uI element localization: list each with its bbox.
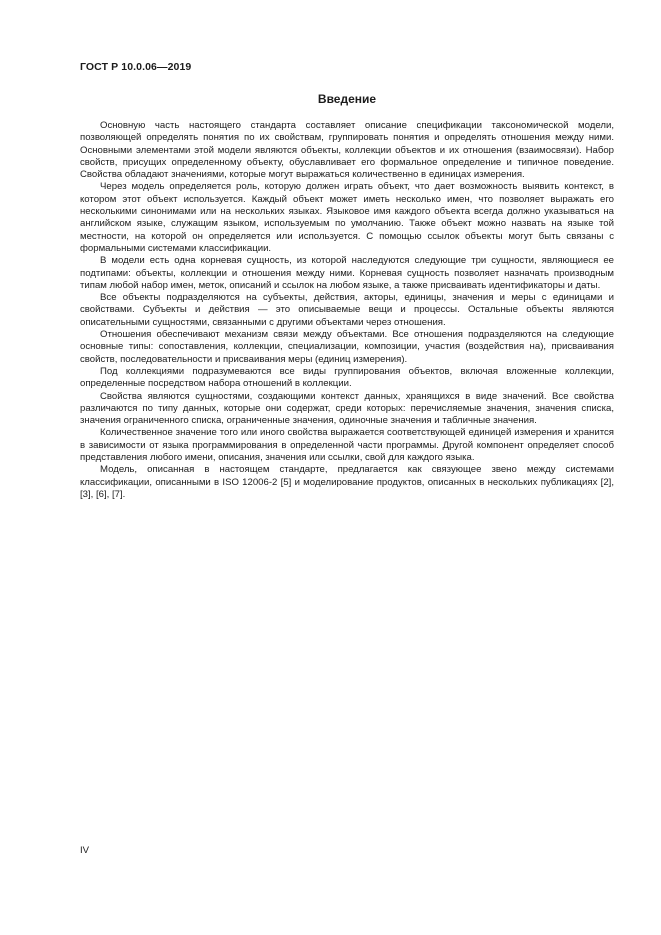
body-text: [80, 120, 614, 501]
paragraph-8: Количественное значение того или иного свойства выражается соответствующей единицей измерения и хранится в зависимости от языка программирования в определенной части программы. Другой компонент определяет способ представления любого имени, описания, значения или ссылки, свой для каждого языка.: [80, 427, 614, 464]
paragraph-2: Через модель определяется роль, которую должен играть объект, что дает возможность выявить контекст, в котором этот объект используется. Каждый объект может иметь несколько имен, что позволяет выражать его несколькими синонимами или на нескольких языках. Языковое имя каждого объекта всегда должно указываться на английском языке, служащим языком, используемым по умолчанию. Также объект можно назвать на языке той местности, на которой он определяется или используется. С помощью ссылок объекты могут быть связаны с формальными системами классификации.: [80, 181, 614, 254]
page-header-standard-code: ГОСТ Р 10.0.06—2019: [80, 61, 192, 73]
section-title: Введение: [317, 92, 377, 106]
paragraph-6: Под коллекциями подразумеваются все виды группирования объектов, включая вложенные коллекции, определенные посредством набора отношений в коллекции.: [80, 365, 614, 390]
paragraph-5: Отношения обеспечивают механизм связи между объектами. Все отношения подразделяются на следующие основные типы: сопоставления, коллекции, специализации, композиции, участия (воздействия на), присваивания свойств, последовательности и присваивания меры (единиц измерения).: [80, 329, 614, 365]
paragraph-9: Модель, описанная в настоящем стандарте, предлагается как связующее звено между системами классификации, описанными в ISO 12006-2 [5] и моделирование продуктов, описанных в нескольких публикациях [2], [3], [6], [7].: [80, 464, 614, 500]
paragraph-7: Свойства являются сущностями, создающими контекст данных, хранящихся в виде значений. Все свойства различаются по типу данных, которые они содержат, среди которых: перечисляемые значения, значения списка, значения ограниченного списка, ограниченные значения, одиночные значения и табличные значения.: [80, 390, 614, 427]
paragraph-1: Основную часть настоящего стандарта составляет описание спецификации таксономической модели, позволяющей определять понятия по их свойствам, группировать понятия и определять отношения между ними. Основными элементами этой модели являются объекты, коллекции объектов и их отношения (взаимосвязи). Набор свойств, присущих определенному объекту, обуславливает его формальное определение и типичное поведение. Свойства обладают значениями, которые могут выражаться количественно в единицах измерения.: [80, 120, 614, 181]
paragraph-4: Все объекты подразделяются на субъекты, действия, акторы, единицы, значения и меры с единицами и свойствами. Субъекты и действия — это описываемые вещи и процессы. Остальные объекты являются описательными сущностями, связанными с другими объектами через отношения.: [80, 292, 614, 328]
paragraph-3: В модели есть одна корневая сущность, из которой наследуются следующие три сущности, являющиеся ее подтипами: объекты, коллекции и отношения между ними. Корневая сущность позволяет назначать производным типам любой набор имен, меток, описаний и ссылок на любом языке, а также присваивать идентификаторы и даты.: [80, 255, 614, 291]
page-number: IV: [80, 845, 90, 856]
